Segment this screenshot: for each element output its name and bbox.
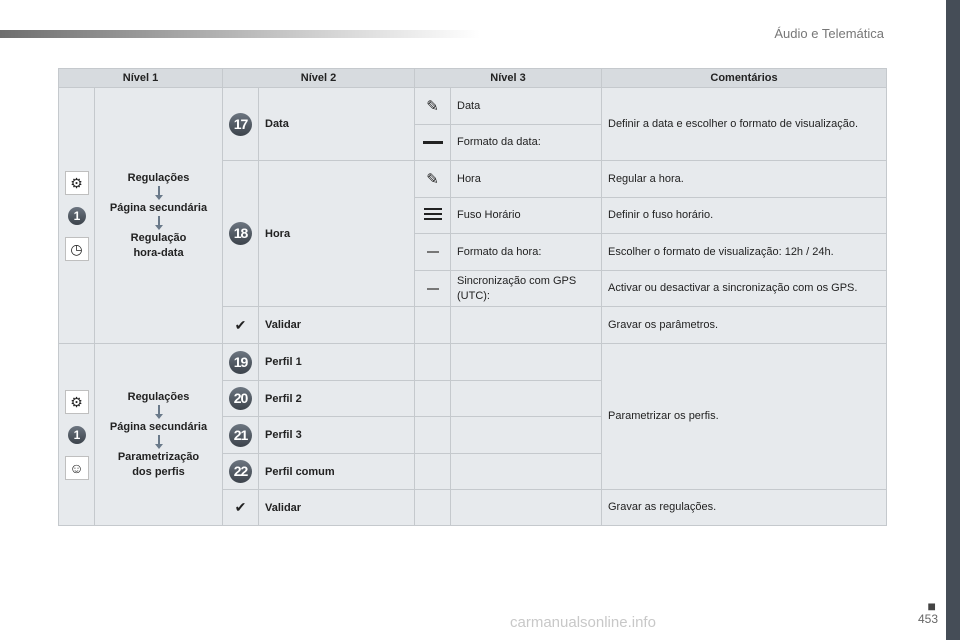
header-gradient-bar	[0, 30, 480, 38]
table-header-row	[59, 69, 887, 88]
step-badge: 21	[229, 424, 252, 447]
menu-item: Regulações	[127, 390, 190, 403]
level1-icons-cell	[59, 344, 95, 526]
step-badge: 1	[68, 207, 86, 225]
empty-cell	[451, 307, 602, 344]
pencil-icon: ✎	[426, 171, 439, 188]
empty-cell	[451, 490, 602, 526]
empty-cell	[415, 454, 451, 490]
number-cell	[223, 307, 259, 344]
comment-cell: Activar ou desactivar a sincronização com os GPS.	[602, 271, 887, 307]
empty-cell	[415, 307, 451, 344]
comment-cell: Definir a data e escolher o formato de visualização.	[602, 88, 887, 161]
gear-icon: ⚙	[65, 390, 89, 414]
level2-cell: Perfil 2	[259, 381, 415, 417]
checkmark-icon: ✔	[234, 316, 247, 333]
level3-cell: Formato da data:	[451, 125, 602, 161]
empty-cell	[451, 344, 602, 381]
number-cell	[223, 161, 259, 307]
step-badge: 19	[229, 351, 252, 374]
number-cell	[223, 454, 259, 490]
level3-cell: Hora	[451, 161, 602, 198]
step-badge: 22	[229, 460, 252, 483]
level3-cell: Sincronização com GPS (UTC):	[451, 271, 602, 307]
number-cell	[223, 88, 259, 161]
level1-icons-cell	[59, 88, 95, 344]
menu-item: Regulação hora-data	[130, 231, 187, 259]
comment-cell: Definir o fuso horário.	[602, 198, 887, 234]
level3-icon-cell	[415, 234, 451, 271]
page-number: 453	[917, 612, 938, 626]
table-row	[59, 344, 887, 381]
header-level1: Nível 1	[59, 69, 223, 88]
bar-icon	[427, 251, 439, 253]
empty-cell	[451, 381, 602, 417]
empty-cell	[451, 417, 602, 454]
pencil-icon: ✎	[426, 98, 439, 115]
comment-cell: Gravar as regulações.	[602, 490, 887, 526]
level2-cell: Perfil 1	[259, 344, 415, 381]
header-level3: Nível 3	[415, 69, 602, 88]
bar-icon	[423, 141, 443, 144]
menu-item: Página secundária	[109, 201, 208, 214]
level3-icon-cell	[415, 161, 451, 198]
right-edge-strip	[946, 0, 960, 640]
header-comments: Comentários	[602, 69, 887, 88]
section-title: Áudio e Telemática	[774, 26, 884, 41]
page-marker: ■	[927, 598, 936, 614]
settings-table	[58, 68, 887, 526]
number-cell	[223, 417, 259, 454]
level3-icon-cell	[415, 125, 451, 161]
checkmark-icon: ✔	[234, 499, 247, 515]
empty-cell	[415, 344, 451, 381]
empty-cell	[415, 381, 451, 417]
arrow-down-icon	[158, 435, 160, 445]
header-level2: Nível 2	[223, 69, 415, 88]
watermark: carmanualsonline.info	[510, 614, 656, 631]
comment-cell: Parametrizar os perfis.	[602, 344, 887, 490]
step-badge: 17	[229, 113, 252, 136]
level2-cell: Hora	[259, 161, 415, 307]
level3-icon-cell	[415, 198, 451, 234]
level3-cell: Formato da hora:	[451, 234, 602, 271]
level2-cell: Perfil 3	[259, 417, 415, 454]
level2-cell: Validar	[259, 307, 415, 344]
menu-path-cell	[95, 88, 223, 344]
level2-cell: Perfil comum	[259, 454, 415, 490]
step-badge: 20	[229, 387, 252, 410]
level3-icon-cell	[415, 271, 451, 307]
clock-icon: ◷	[65, 237, 89, 261]
menu-item: Parametrização dos perfis	[117, 450, 200, 478]
empty-cell	[415, 417, 451, 454]
gear-icon: ⚙	[65, 171, 89, 195]
empty-cell	[451, 454, 602, 490]
arrow-down-icon	[158, 186, 160, 196]
bar-icon	[427, 288, 439, 290]
level2-cell: Validar	[259, 490, 415, 526]
comment-cell: Regular a hora.	[602, 161, 887, 198]
list-icon	[424, 205, 442, 223]
number-cell	[223, 344, 259, 381]
level3-cell: Data	[451, 88, 602, 125]
level2-cell: Data	[259, 88, 415, 161]
arrow-down-icon	[158, 405, 160, 415]
number-cell	[223, 381, 259, 417]
comment-cell: Gravar os parâmetros.	[602, 307, 887, 344]
table-row	[59, 88, 887, 125]
profile-icon: ☺	[65, 456, 89, 480]
number-cell	[223, 490, 259, 526]
step-badge: 1	[68, 426, 86, 444]
menu-item: Página secundária	[109, 420, 208, 433]
arrow-down-icon	[158, 216, 160, 226]
comment-cell: Escolher o formato de visualização: 12h / 24h.	[602, 234, 887, 271]
level3-icon-cell	[415, 88, 451, 125]
menu-path-cell	[95, 344, 223, 526]
step-badge: 18	[229, 222, 252, 245]
menu-item: Regulações	[127, 171, 190, 184]
level3-cell: Fuso Horário	[451, 198, 602, 234]
empty-cell	[415, 490, 451, 526]
